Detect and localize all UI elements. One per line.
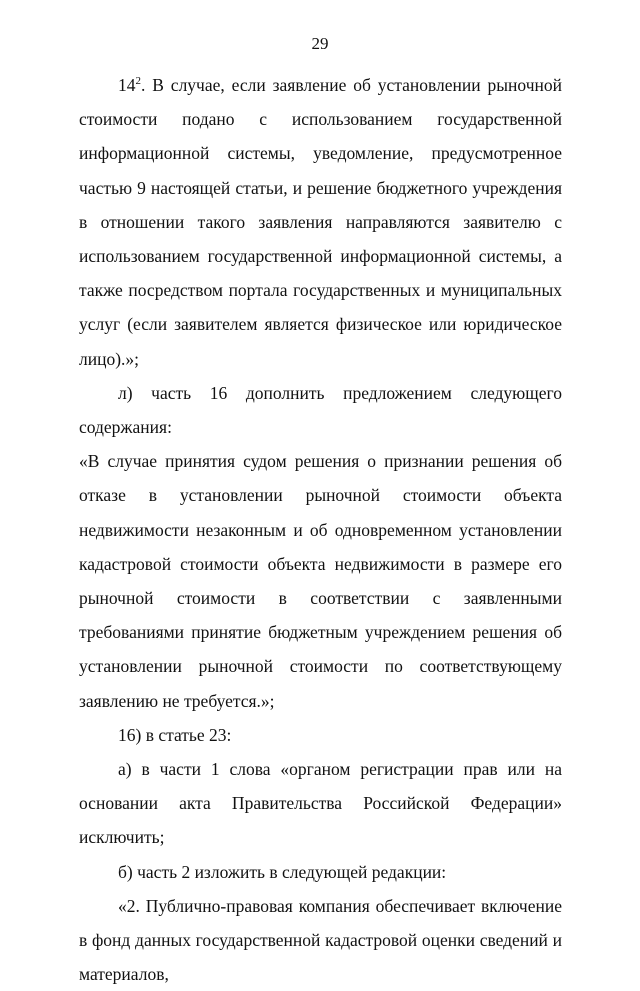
paragraph-l: л) часть 16 дополнить предложением следующего содержания:: [79, 382, 562, 438]
paragraph-quote-court: «В случае принятия судом решения о признании решения об отказе в установлении рыночной стоимости объекта недвижимости незаконным и об одновременном установлении кадастровой стоимости объекта недвижимости в размере его рыночной стоимости в соответствии с заявленными требованиями принятие бюджетным учреждением решения об установлении рыночной стоимости по соответствующему заявлению не требуется.»;: [79, 451, 562, 711]
paragraph-quote-2: «2. Публично-правовая компания обеспечивает включение в фонд данных государственной кадастровой оценки сведений и материалов,: [79, 895, 562, 985]
paragraph-a: а) в части 1 слова «органом регистрации прав или на основании акта Правительства Российской Федерации» исключить;: [79, 759, 562, 848]
clause-superscript: 2: [135, 75, 141, 87]
clause-number: 14: [118, 75, 136, 95]
document-body: [79, 68, 562, 991]
page-number: 29: [311, 34, 329, 53]
paragraph-16: 16) в статье 23:: [118, 724, 232, 745]
paragraph-14-2: [79, 68, 562, 376]
paragraph-b: б) часть 2 изложить в следующей редакции:: [118, 861, 447, 882]
paragraph-text: . В случае, если заявление об установлении рыночной стоимости подано с использованием государственной информационной системы, уведомление, предусмотренное частью 9 настоящей статьи, и решение бюджетного учреждения в отношении такого заявления направляются заявителю с использованием государственной информационной системы, а также посредством портала государственных и муниципальных услуг (если заявителем является физическое или юридическое лицо).»;: [79, 75, 562, 369]
